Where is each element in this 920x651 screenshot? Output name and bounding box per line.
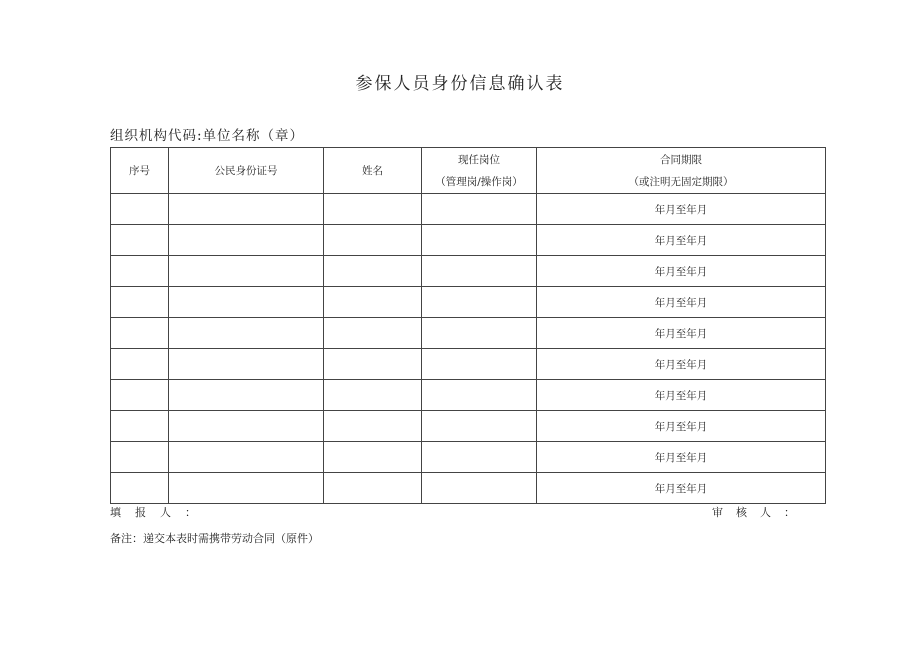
table-row — [111, 225, 826, 256]
header-position-line2: （管理岗/操作岗） — [435, 175, 523, 188]
table-row — [111, 349, 826, 380]
position-cell[interactable] — [422, 349, 537, 380]
table-row — [111, 256, 826, 287]
header-id-number: 公民身份证号 — [169, 148, 324, 194]
header-position-line1: 现任岗位 — [458, 153, 500, 166]
seq-cell[interactable] — [111, 473, 169, 504]
seq-cell[interactable] — [111, 225, 169, 256]
header-seq: 序号 — [111, 148, 169, 194]
header-contract-term — [537, 148, 826, 194]
seq-cell[interactable] — [111, 194, 169, 225]
seq-cell[interactable] — [111, 256, 169, 287]
id-number-cell[interactable] — [169, 225, 324, 256]
seq-cell[interactable] — [111, 349, 169, 380]
id-number-cell[interactable] — [169, 318, 324, 349]
position-cell[interactable] — [422, 318, 537, 349]
contract-term-cell: 年月至年月 — [537, 318, 826, 349]
seq-cell[interactable] — [111, 442, 169, 473]
position-cell[interactable] — [422, 287, 537, 318]
name-cell[interactable] — [324, 442, 422, 473]
table-row — [111, 318, 826, 349]
personnel-info-table — [110, 147, 826, 504]
position-cell[interactable] — [422, 473, 537, 504]
table-row — [111, 287, 826, 318]
name-cell[interactable] — [324, 225, 422, 256]
position-cell[interactable] — [422, 225, 537, 256]
seq-cell[interactable] — [111, 287, 169, 318]
contract-term-cell: 年月至年月 — [537, 287, 826, 318]
seq-cell[interactable] — [111, 411, 169, 442]
header-contract-line2: （或注明无固定期限） — [628, 175, 734, 188]
table-header-row — [111, 148, 826, 194]
page-title: 参保人员身份信息确认表 — [355, 74, 565, 94]
filler-label: 填报人： — [110, 506, 210, 519]
id-number-cell[interactable] — [169, 380, 324, 411]
contract-term-cell: 年月至年月 — [537, 256, 826, 287]
position-cell[interactable] — [422, 256, 537, 287]
seq-cell[interactable] — [111, 318, 169, 349]
id-number-cell[interactable] — [169, 256, 324, 287]
table-row — [111, 380, 826, 411]
contract-term-cell: 年月至年月 — [537, 225, 826, 256]
contract-term-cell: 年月至年月 — [537, 380, 826, 411]
name-cell[interactable] — [324, 256, 422, 287]
table-row — [111, 411, 826, 442]
seq-cell[interactable] — [111, 380, 169, 411]
name-cell[interactable] — [324, 194, 422, 225]
contract-term-cell: 年月至年月 — [537, 442, 826, 473]
name-cell[interactable] — [324, 411, 422, 442]
id-number-cell[interactable] — [169, 287, 324, 318]
name-cell[interactable] — [324, 349, 422, 380]
id-number-cell[interactable] — [169, 349, 324, 380]
id-number-cell[interactable] — [169, 411, 324, 442]
position-cell[interactable] — [422, 380, 537, 411]
header-contract-line1: 合同期限 — [660, 153, 702, 166]
contract-term-cell: 年月至年月 — [537, 349, 826, 380]
name-cell[interactable] — [324, 287, 422, 318]
id-number-cell[interactable] — [169, 442, 324, 473]
header-name: 姓名 — [324, 148, 422, 194]
name-cell[interactable] — [324, 380, 422, 411]
table-row — [111, 194, 826, 225]
id-number-cell[interactable] — [169, 473, 324, 504]
contract-term-cell: 年月至年月 — [537, 194, 826, 225]
position-cell[interactable] — [422, 411, 537, 442]
remark-note: 备注：递交本表时需携带劳动合同（原件） — [110, 532, 319, 545]
id-number-cell[interactable] — [169, 194, 324, 225]
name-cell[interactable] — [324, 318, 422, 349]
reviewer-label: 审核人： — [712, 506, 808, 519]
name-cell[interactable] — [324, 473, 422, 504]
organization-code-unit-name-label: 组织机构代码:单位名称（章） — [110, 128, 305, 144]
contract-term-cell: 年月至年月 — [537, 473, 826, 504]
contract-term-cell: 年月至年月 — [537, 411, 826, 442]
table-row — [111, 442, 826, 473]
header-position — [422, 148, 537, 194]
position-cell[interactable] — [422, 194, 537, 225]
position-cell[interactable] — [422, 442, 537, 473]
table-row — [111, 473, 826, 504]
